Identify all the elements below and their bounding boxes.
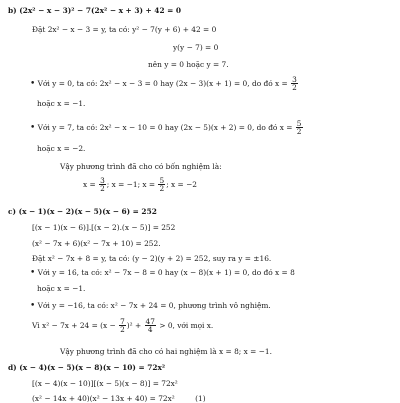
bullet-icon: • [30,268,36,278]
section-b-substitution: Đặt 2x² − x − 3 = y, ta có: y² − 7(y + 6) + 42 = 0 [32,25,217,34]
section-c-case1: • Với y = 16, ta có: x² − 7x − 8 = 0 hay (x − 8)(x + 1) = 0, do đó x = 8 [30,268,295,278]
section-c-case2: • Với y = −16, ta có: x² − 7x + 24 = 0, phương trình vô nghiệm. [30,301,271,311]
section-b-case1-or: hoặc x = −1. [37,99,86,108]
section-b-case2-or: hoặc x = −2. [37,144,86,153]
section-d-line2: (x² − 14x + 40)(x² − 13x + 40) = 72x² (1) [32,394,206,403]
fraction-5-2: $\frac{5}{2}$ [296,119,302,137]
fraction-3-2: $\frac{3}{2}$ [100,176,105,194]
section-c-inequality: Vì x² − 7x + 24 = (x − $\frac{7}{2}$ )² + $\frac{47}{4}$ > 0, với mọi x. [32,317,214,335]
bullet-icon: • [30,122,36,133]
section-c-case1-or: hoặc x = −1. [37,284,86,293]
fraction-7-2: $\frac{7}{2}$ [120,317,125,335]
section-b-case1 [30,76,299,92]
case2-text: Với y = 7, ta có: 2x² − x − 10 = 0 hay (2x − 5)(x + 2) = 0, do đó x = [37,122,293,132]
section-c-header: c) (x − 1)(x − 2)(x − 5)(x − 6) = 252 [8,207,157,216]
section-c-line2: (x² − 7x + 6)(x² − 7x + 10) = 252. [32,239,161,248]
equation-tag: (1) [195,394,206,403]
bullet-icon: • [30,78,36,89]
section-c-line1: [(x − 1)(x − 6)].[(x − 2).(x − 5)] = 252 [32,223,176,232]
case1-text: Với y = 0, ta có: 2x² − x − 3 = 0 hay (2x − 3)(x + 1) = 0, do đó x = [37,78,288,88]
section-b-roots: nên y = 0 hoặc y = 7. [148,60,229,69]
section-b-conclusion: Vậy phương trình đã cho có bốn nghiệm là: [60,162,222,171]
fraction-3-2: $\frac{3}{2}$ [292,75,297,93]
fraction-47-4: $\frac{47}{4}$ [145,317,155,335]
bullet-icon: • [30,301,36,311]
section-b-answer: x = $\frac{3}{2}$ ; x = −1; x = $\frac{5}{2}$ ; x = −2 [83,176,197,194]
section-c-conclusion: Vậy phương trình đã cho có hai nghiệm là x = 8; x = −1. [60,347,272,356]
section-d-header: d) (x − 4)(x − 5)(x − 8)(x − 10) = 72x² [8,363,166,372]
section-b-case2 [30,120,304,136]
section-d-line1: [(x − 4)(x − 10)][(x − 5)(x − 8)] = 72x² [32,379,178,388]
section-c-line3: Đặt x² − 7x + 8 = y, ta có: (y − 2)(y + 2) = 252, suy ra y = ±16. [32,254,272,263]
section-b-header: b) (2x² − x − 3)² − 7(2x² − x + 3) + 42 = 0 [8,6,182,15]
section-b-factored: y(y − 7) = 0 [173,43,219,52]
fraction-5-2: $\frac{5}{2}$ [159,176,165,194]
